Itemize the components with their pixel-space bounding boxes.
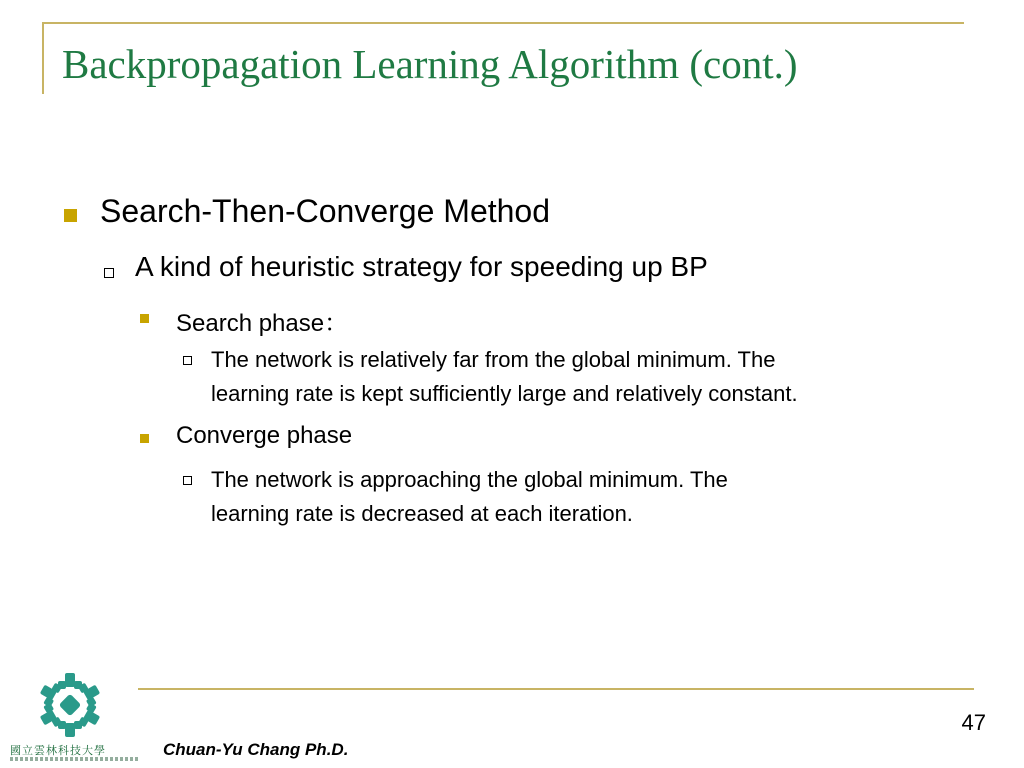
search-phase-detail-line2: learning rate is kept sufficiently large and relatively constant.	[211, 381, 798, 406]
converge-phase-detail-line2: learning rate is decreased at each iteration.	[211, 501, 633, 526]
footer-rule	[138, 688, 974, 690]
bullet-converge-phase: Converge phase	[176, 422, 353, 449]
bullet-search-phase: Search phase：	[176, 310, 349, 337]
page-number: 47	[961, 710, 986, 735]
square-bullet-icon	[140, 434, 149, 443]
search-phase-detail-line1: The network is relatively far from the global minimum. The	[211, 347, 776, 372]
bullet-heuristic-strategy: A kind of heuristic strategy for speeding up BP	[135, 251, 708, 282]
title-frame-left-rule	[42, 22, 44, 94]
author-name: Chuan-Yu Chang Ph.D.	[163, 740, 349, 759]
converge-phase-detail-line1: The network is approaching the global minimum. The	[211, 467, 728, 492]
square-bullet-icon	[140, 314, 149, 323]
bullet-search-then-converge: Search-Then-Converge Method	[100, 193, 551, 229]
square-bullet-icon	[64, 209, 77, 222]
title-frame-top-rule	[42, 22, 964, 24]
hollow-box-bullet-icon	[183, 356, 192, 365]
logo-text: 國立雲林科技大學	[10, 744, 106, 757]
slide-title: Backpropagation Learning Algorithm (cont.)	[62, 41, 798, 87]
university-logo-icon	[30, 670, 110, 740]
hollow-box-bullet-icon	[183, 476, 192, 485]
logo-subtext-decoration	[10, 757, 138, 761]
hollow-box-bullet-icon	[104, 268, 114, 278]
